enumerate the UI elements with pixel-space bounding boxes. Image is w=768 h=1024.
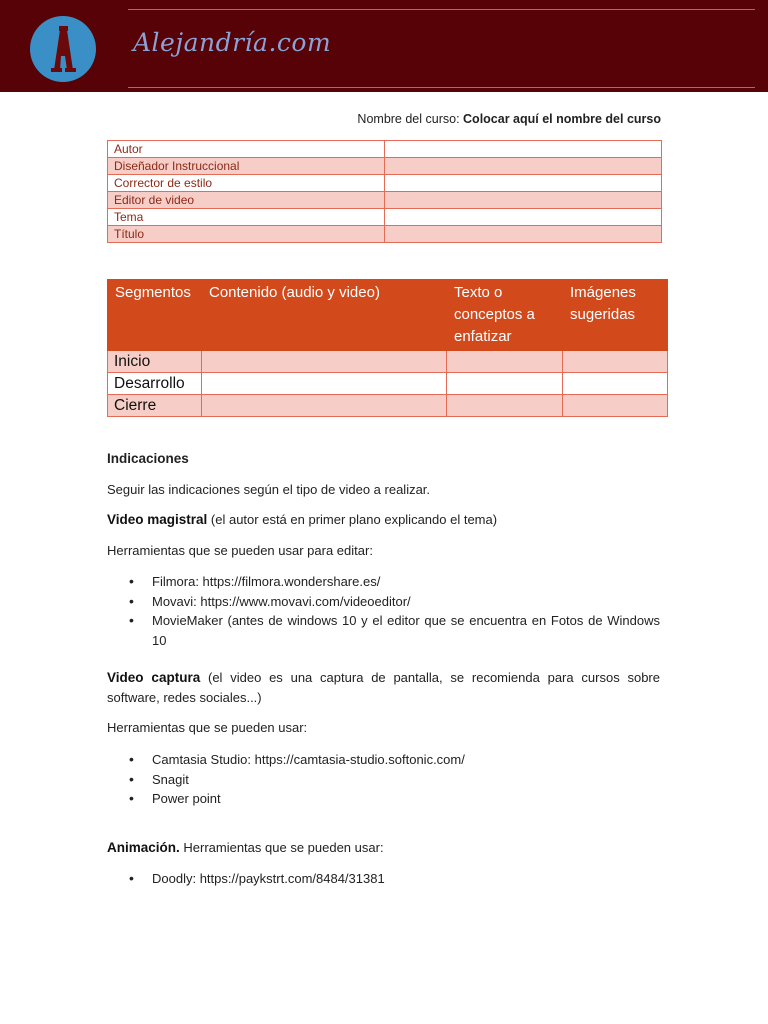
- course-name-line: [357, 112, 661, 126]
- captura-tools-intro: Herramientas que se pueden usar:: [107, 720, 308, 735]
- table-cell: [202, 351, 447, 373]
- table-row: [108, 395, 668, 417]
- list-item-text: Snagit: [152, 771, 189, 787]
- course-name-label: Nombre del curso:: [357, 112, 460, 126]
- list-item: [107, 750, 660, 770]
- role-label: Título: [108, 226, 385, 243]
- magistral-tools-intro: Herramientas que se pueden usar para editar:: [107, 543, 373, 558]
- section-heading: Indicaciones: [107, 451, 189, 466]
- roles-table: [107, 140, 662, 243]
- role-label: Diseñador Instruccional: [108, 158, 385, 175]
- intro-text: Seguir las indicaciones según el tipo de video a realizar.: [107, 482, 431, 497]
- course-name-value: Colocar aquí el nombre del curso: [463, 112, 661, 126]
- column-header: Segmentos: [108, 280, 202, 351]
- table-row: [108, 209, 662, 226]
- table-row: [108, 141, 662, 158]
- role-label: Corrector de estilo: [108, 175, 385, 192]
- list-item: [107, 611, 660, 650]
- video-captura-title: Video captura: [107, 670, 201, 685]
- column-header: Imágenes sugeridas: [563, 280, 668, 351]
- role-value: [385, 192, 662, 209]
- bullet-icon: •: [129, 592, 134, 609]
- animacion-desc: Herramientas que se pueden usar:: [179, 840, 384, 855]
- animacion-tools-list: [107, 869, 660, 889]
- list-item-text: MovieMaker (antes de windows 10 y el editor que se encuentra en Fotos de Windows 10: [152, 613, 660, 648]
- table-row: [108, 175, 662, 192]
- header-top-rule: [128, 9, 755, 10]
- list-item: [107, 770, 660, 790]
- animacion-title: Animación.: [107, 840, 180, 855]
- table-row: [108, 373, 668, 395]
- bullet-icon: •: [129, 790, 134, 806]
- list-item: [107, 789, 660, 809]
- column-header: Contenido (audio y video): [202, 280, 447, 351]
- list-item: [107, 572, 660, 592]
- brand-name: Alejandría.com: [133, 28, 332, 57]
- bullet-icon: •: [129, 870, 134, 886]
- segment-name: Desarrollo: [108, 373, 202, 395]
- video-magistral-paragraph: [107, 510, 660, 530]
- logo-letter-a-icon: [30, 16, 96, 82]
- table-cell: [447, 395, 563, 417]
- role-value: [385, 141, 662, 158]
- segment-name: Cierre: [108, 395, 202, 417]
- list-item-text: Power point: [152, 791, 221, 806]
- logo: [30, 16, 96, 82]
- role-value: [385, 158, 662, 175]
- video-magistral-title: Video magistral: [107, 512, 208, 527]
- table-cell: [447, 373, 563, 395]
- bullet-icon: •: [129, 573, 134, 589]
- role-label: Editor de video: [108, 192, 385, 209]
- bullet-icon: •: [129, 770, 134, 787]
- table-row: [108, 226, 662, 243]
- list-item-text: Camtasia Studio: https://camtasia-studio.softonic.com/: [152, 752, 465, 767]
- table-cell: [447, 351, 563, 373]
- role-value: [385, 226, 662, 243]
- list-item-text: Doodly: https://paykstrt.com/8484/31381: [152, 871, 385, 886]
- list-item: [107, 592, 660, 612]
- list-item: [107, 869, 660, 889]
- header-bottom-rule: [128, 87, 755, 88]
- table-row: [108, 351, 668, 373]
- segment-name: Inicio: [108, 351, 202, 373]
- video-magistral-desc: (el autor está en primer plano explicando el tema): [207, 512, 498, 527]
- animacion-paragraph: [107, 838, 660, 858]
- header-banner: [0, 0, 768, 92]
- magistral-tools-list: [107, 572, 660, 650]
- table-cell: [563, 395, 668, 417]
- bullet-icon: •: [129, 612, 134, 628]
- captura-tools-list: [107, 750, 660, 809]
- table-cell: [202, 395, 447, 417]
- table-row: [108, 158, 662, 175]
- role-value: [385, 175, 662, 192]
- role-value: [385, 209, 662, 226]
- role-label: Tema: [108, 209, 385, 226]
- table-cell: [563, 373, 668, 395]
- segments-table: [107, 279, 668, 417]
- column-header: Texto o conceptos a enfatizar: [447, 280, 563, 351]
- video-captura-paragraph: [107, 668, 660, 708]
- table-row: [108, 192, 662, 209]
- bullet-icon: •: [129, 751, 134, 767]
- table-cell: [202, 373, 447, 395]
- segments-header-row: [108, 280, 668, 351]
- list-item-text: Filmora: https://filmora.wondershare.es/: [152, 574, 381, 589]
- video-captura-desc: (el video es una captura de pantalla, se recomienda para cursos sobre software, redes sociales...): [107, 670, 660, 705]
- list-item-text: Movavi: https://www.movavi.com/videoeditor/: [152, 593, 411, 609]
- role-label: Autor: [108, 141, 385, 158]
- table-cell: [563, 351, 668, 373]
